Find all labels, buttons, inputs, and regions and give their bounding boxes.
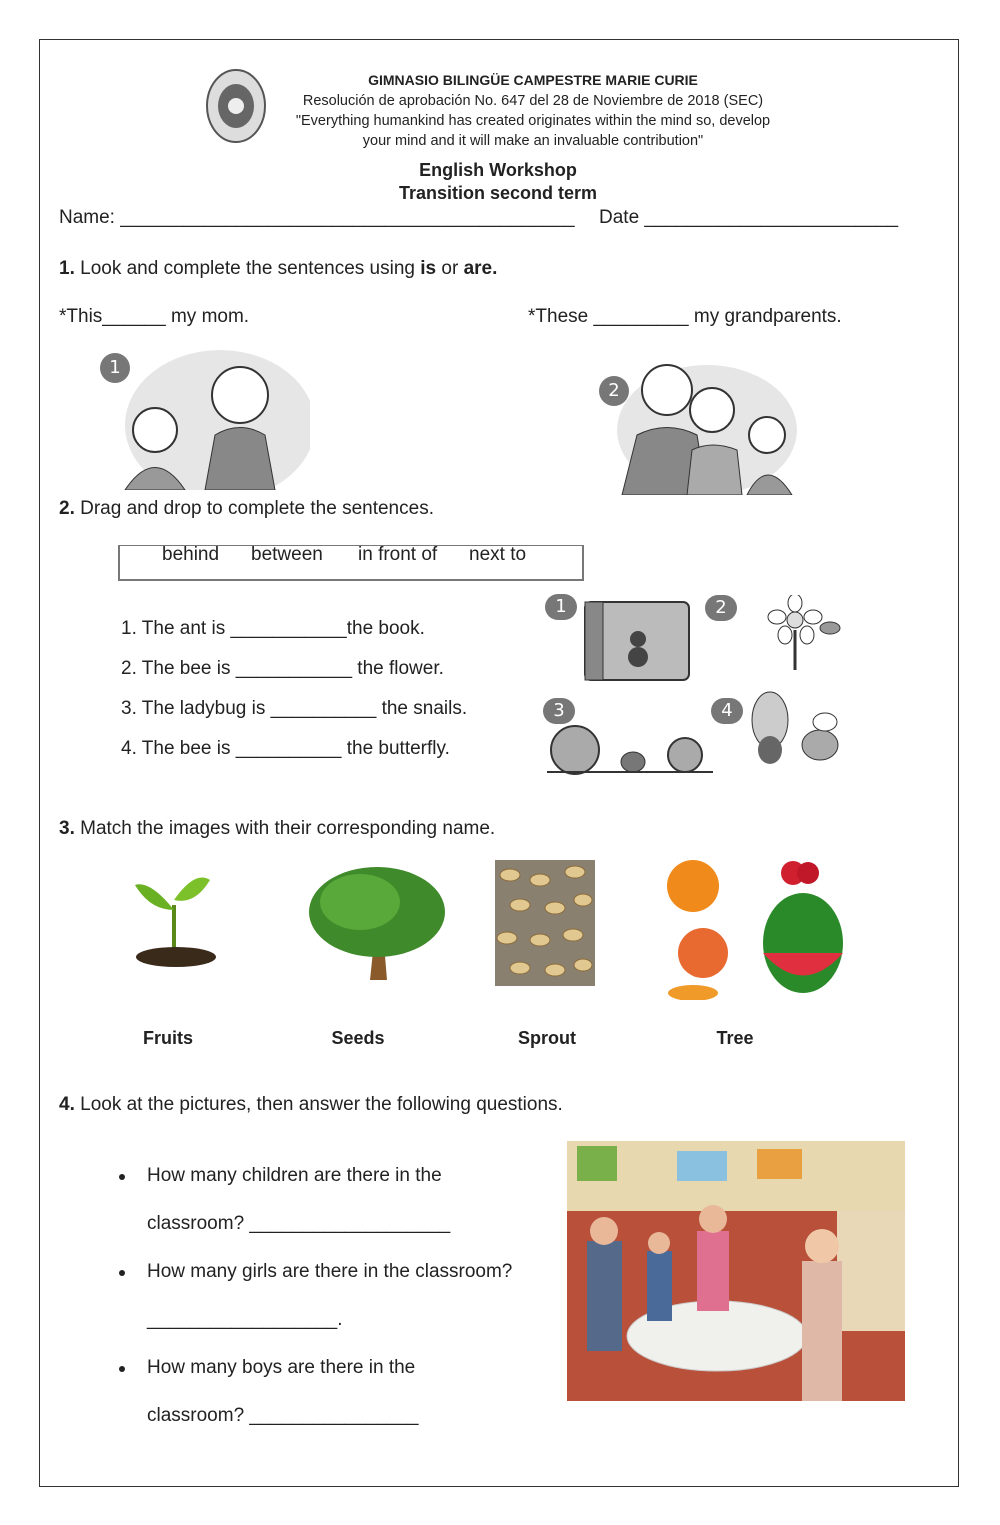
question-3-line-2[interactable]: classroom? ________________ xyxy=(147,1405,419,1426)
bee-flower-illustration xyxy=(755,595,845,675)
word-behind[interactable]: behind xyxy=(162,544,220,565)
badge-q2-2: 2 xyxy=(705,595,737,621)
badge-q2-4: 4 xyxy=(711,698,743,724)
ladybug-snails-illustration xyxy=(545,720,715,775)
school-name: GIMNASIO BILINGÜE CAMPESTRE MARIE CURIE xyxy=(368,72,698,88)
label-seeds[interactable]: Seeds xyxy=(331,1028,385,1048)
question-1-line-1: How many children are there in the xyxy=(147,1165,442,1186)
ant-book-illustration xyxy=(583,597,691,685)
bullet-icon xyxy=(119,1174,125,1180)
bullet-icon xyxy=(119,1270,125,1276)
worksheet-title: English Workshop xyxy=(419,160,577,180)
sprout-image[interactable] xyxy=(130,865,222,970)
grandparents-illustration xyxy=(612,355,797,495)
question-1-line-2[interactable]: classroom? ___________________ xyxy=(147,1213,451,1234)
q1-instruction: 1. Look and complete the sentences using is or are. xyxy=(59,258,498,279)
badge-q2-3: 3 xyxy=(543,698,575,724)
label-sprout[interactable]: Sprout xyxy=(518,1028,576,1048)
worksheet-subtitle: Transition second term xyxy=(398,183,598,203)
label-tree[interactable]: Tree xyxy=(716,1028,754,1048)
motto-line-2: your mind and it will make an invaluable contribution" xyxy=(362,133,704,149)
q1-sentence-1: *This______ my mom. xyxy=(59,306,250,327)
badge-q2-1: 1 xyxy=(545,594,577,620)
resolution-text: Resolución de aprobación No. 647 del 28 de Noviembre de 2018 (SEC) xyxy=(302,93,764,109)
q2-sentence-1: 1. The ant is ___________the book. xyxy=(121,618,425,639)
word-in-front-of[interactable]: in front of xyxy=(358,544,438,565)
question-2-line-1: How many girls are there in the classroom? xyxy=(147,1261,513,1282)
q2-sentence-3: 3. The ladybug is __________ the snails. xyxy=(121,698,468,719)
q2-sentence-2: 2. The bee is ___________ the flower. xyxy=(121,658,444,679)
mom-illustration xyxy=(110,345,310,490)
fruits-image[interactable] xyxy=(658,858,848,1000)
badge-2: 2 xyxy=(599,376,629,406)
q3-instruction: 3. Match the images with their corresponding name. xyxy=(59,818,496,839)
word-next-to[interactable]: next to xyxy=(469,544,527,565)
badge-1: 1 xyxy=(100,353,130,383)
motto-line-1: "Everything humankind has created originates within the mind so, develop xyxy=(295,113,771,129)
q2-instruction: 2. Drag and drop to complete the sentences. xyxy=(59,498,434,519)
classroom-photo xyxy=(567,1141,905,1401)
label-fruits[interactable]: Fruits xyxy=(142,1028,193,1048)
q1-sentence-2: *These _________ my grandparents. xyxy=(528,306,842,327)
tree-image[interactable] xyxy=(305,862,447,982)
question-2-line-2[interactable]: __________________. xyxy=(147,1309,343,1330)
word-between[interactable]: between xyxy=(251,544,323,565)
question-3-line-1: How many boys are there in the xyxy=(147,1357,416,1378)
q4-instruction: 4. Look at the pictures, then answer the following questions. xyxy=(59,1094,563,1115)
name-field[interactable]: Name: ___________________________________________ xyxy=(59,207,575,228)
seeds-image[interactable] xyxy=(495,860,595,986)
date-field[interactable]: Date ________________________ xyxy=(599,207,899,228)
bee-butterfly-illustration xyxy=(745,690,845,772)
bullet-icon xyxy=(119,1366,125,1372)
q2-sentence-4: 4. The bee is __________ the butterfly. xyxy=(121,738,450,759)
